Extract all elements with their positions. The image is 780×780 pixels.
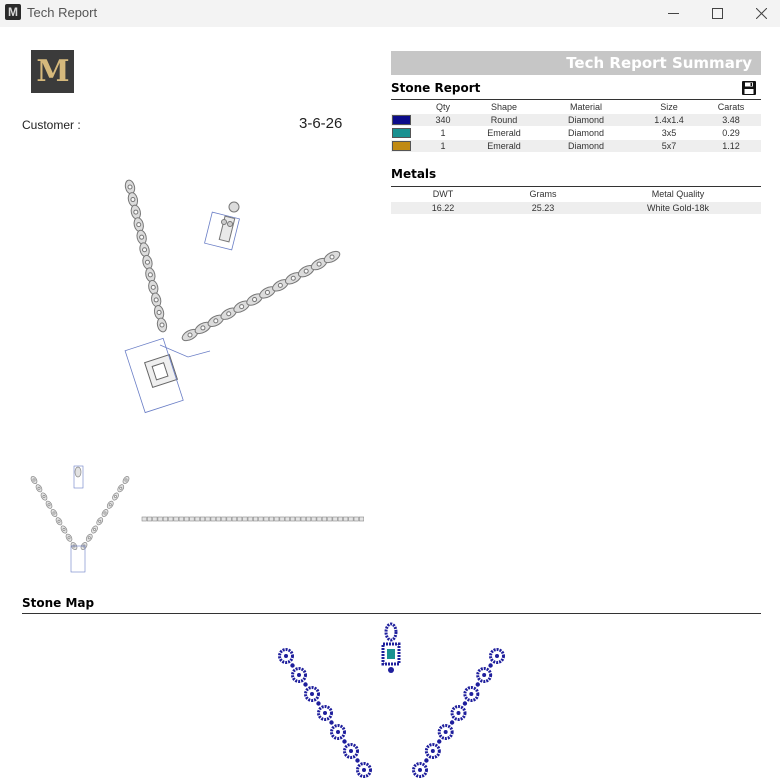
save-icon[interactable]: [741, 80, 757, 96]
cell-carats: 0.29: [722, 128, 740, 138]
side-link: [211, 517, 216, 521]
col-grams: Grams: [529, 189, 557, 199]
side-link: [169, 517, 174, 521]
earring-emerald-stone: [387, 649, 395, 659]
pendant: [125, 338, 210, 412]
stone-map-canvas: [210, 618, 575, 780]
side-link: [147, 517, 152, 521]
side-link: [253, 517, 257, 521]
side-link: [227, 517, 232, 521]
table-row: [391, 127, 761, 139]
cell-qty: 1: [440, 128, 446, 138]
side-link: [275, 517, 280, 521]
side-link: [269, 517, 274, 521]
cell-grams: 25.23: [531, 203, 555, 213]
side-link: [306, 517, 311, 521]
minimize-icon: [668, 8, 679, 19]
stone-map-title: Stone Map: [22, 596, 95, 610]
chain-link-center: [160, 323, 164, 327]
chain-link-center: [68, 537, 70, 539]
summary-title: Tech Report Summary: [566, 54, 752, 72]
side-link: [232, 517, 237, 521]
chain-link-center: [88, 537, 90, 539]
brand-logo: [31, 50, 74, 93]
side-link: [333, 517, 338, 521]
chain-link-center: [48, 504, 50, 506]
earring-drop-stone: [388, 667, 394, 673]
earring-mini: [75, 467, 81, 477]
connector-stone: [316, 701, 320, 705]
cell-metal-quality: White Gold-18k: [646, 203, 710, 213]
chain-link-center: [278, 283, 282, 287]
cell-carats: 1.12: [722, 141, 740, 151]
chain-link-center: [317, 262, 321, 266]
stone-center: [297, 673, 301, 677]
connector-stone: [329, 720, 333, 724]
chain-link-center: [265, 290, 269, 294]
metals-header: [391, 188, 761, 200]
col-dwt: DWT: [432, 189, 454, 199]
col-size: Size: [660, 102, 678, 112]
side-link: [200, 517, 205, 521]
cell-material: Diamond: [567, 141, 605, 151]
chain-link-center: [227, 312, 231, 316]
chain-link-center: [330, 255, 334, 259]
chain-link-center: [120, 487, 122, 489]
cell-shape: Emerald: [487, 141, 521, 151]
side-link: [206, 517, 211, 521]
stone-center: [444, 730, 448, 734]
side-link: [190, 517, 195, 521]
cell-shape: Round: [490, 115, 518, 125]
stone-center: [457, 711, 461, 715]
side-link: [222, 517, 227, 521]
connector-stone: [290, 663, 294, 667]
connector-stone: [437, 739, 441, 743]
chain-link-center: [125, 479, 127, 481]
chain-link-center: [134, 210, 138, 214]
col-metal-quality: Metal Quality: [651, 189, 705, 199]
side-link: [216, 517, 221, 521]
side-link: [142, 517, 147, 521]
side-link: [301, 517, 306, 521]
chain-link-center: [131, 198, 135, 202]
connector-stone: [450, 720, 454, 724]
col-shape: Shape: [490, 102, 518, 112]
chain-link-center: [201, 326, 205, 330]
side-link: [248, 517, 253, 521]
close-button[interactable]: [738, 0, 780, 27]
col-qty: Qty: [435, 102, 450, 112]
side-link: [259, 517, 264, 521]
jewelry-render-main: [110, 175, 350, 415]
cell-qty: 1: [440, 141, 446, 151]
customer-value: 3-6-26: [299, 115, 343, 132]
cell-carats: 3.48: [722, 115, 740, 125]
side-link: [163, 517, 168, 521]
connector-stone: [476, 682, 480, 686]
stone-center: [336, 730, 340, 734]
app-logo-icon: M: [5, 4, 21, 20]
col-material: Material: [569, 102, 602, 112]
window-title: Tech Report: [27, 5, 98, 20]
minimize-button[interactable]: [650, 0, 696, 27]
side-link: [312, 517, 317, 521]
stone-center: [284, 654, 288, 658]
side-link: [153, 517, 158, 521]
chain-link-center: [137, 223, 141, 227]
connector-stone: [342, 739, 346, 743]
window-titlebar: [0, 0, 780, 27]
maximize-button[interactable]: [694, 0, 740, 27]
side-link: [174, 517, 179, 521]
chain-link-center: [253, 298, 257, 302]
metals-title: Metals: [391, 167, 437, 181]
stone-center: [362, 768, 366, 772]
side-link: [264, 517, 269, 521]
side-link: [280, 517, 285, 521]
connector-stone: [303, 682, 307, 686]
front-view-thumbnail: [28, 462, 132, 574]
chain-link-center: [53, 512, 55, 514]
cell-material: Diamond: [567, 115, 605, 125]
chain-link-center: [63, 528, 65, 530]
stone-report-header: [391, 101, 761, 113]
side-view-thumbnail: [138, 512, 364, 526]
chain-link-center: [104, 512, 106, 514]
cell-size: 5x7: [661, 141, 677, 151]
stone-center: [482, 673, 486, 677]
chain-link-center: [154, 298, 158, 302]
chain-link-center: [145, 260, 149, 264]
chain-link-center: [151, 285, 155, 289]
cell-size: 1.4x1.4: [654, 115, 684, 125]
chain-link-center: [291, 276, 295, 280]
cell-material: Diamond: [567, 128, 605, 138]
side-link: [243, 517, 248, 521]
cell-dwt: 16.22: [431, 203, 455, 213]
connector-stone: [463, 701, 467, 705]
close-icon: [756, 8, 767, 19]
chain-link-center: [38, 487, 40, 489]
chain-link-center: [240, 305, 244, 309]
side-link: [237, 517, 242, 521]
chain-link-center: [143, 248, 147, 252]
side-link: [158, 517, 163, 521]
side-link: [359, 517, 364, 521]
connector-stone: [355, 758, 359, 762]
chain-link-center: [128, 185, 132, 189]
summary-header-bar: [391, 51, 761, 75]
stone-center: [310, 692, 314, 696]
side-link: [343, 517, 348, 521]
stone-map-divider: [22, 613, 761, 614]
chain-link-center: [99, 520, 101, 522]
chain-link-center: [148, 273, 152, 277]
side-link: [184, 517, 189, 521]
chain-link-center: [214, 319, 218, 323]
side-link: [322, 517, 327, 521]
chain-link-center: [93, 528, 95, 530]
earring-top-stone: [386, 624, 396, 640]
brand-logo-letter: M: [36, 54, 69, 89]
stone-center: [418, 768, 422, 772]
chain-link-center: [114, 495, 116, 497]
connector-stone: [488, 663, 492, 667]
cell-shape: Emerald: [487, 128, 521, 138]
col-carats: Carats: [717, 102, 745, 112]
side-link: [285, 517, 290, 521]
chain-link-center: [304, 269, 308, 273]
stone-report-title: Stone Report: [391, 81, 481, 95]
chain-link-center: [188, 333, 192, 337]
chain-link-center: [43, 495, 45, 497]
table-row: [391, 114, 761, 126]
side-link: [195, 517, 200, 521]
stone-center: [431, 749, 435, 753]
table-row: [391, 202, 761, 214]
stone-center: [495, 654, 499, 658]
table-row: [391, 140, 761, 152]
chain-link-center: [109, 504, 111, 506]
side-link: [317, 517, 322, 521]
cell-size: 3x5: [661, 128, 677, 138]
chain-link-center: [33, 479, 35, 481]
side-link: [349, 517, 354, 521]
stone-center: [323, 711, 327, 715]
connector-stone: [424, 758, 428, 762]
customer-label: Customer :: [22, 118, 81, 132]
stone-center: [349, 749, 353, 753]
chain-link-center: [157, 310, 161, 314]
chain-link-center: [140, 235, 144, 239]
side-link: [179, 517, 184, 521]
side-link: [290, 517, 295, 521]
side-link: [354, 517, 359, 521]
metals-divider: [391, 186, 761, 187]
side-link: [328, 517, 333, 521]
side-link: [296, 517, 301, 521]
maximize-icon: [712, 8, 723, 19]
earring: [205, 202, 240, 250]
cell-qty: 340: [435, 115, 451, 125]
stone-report-divider: [391, 99, 761, 100]
chain-link-center: [58, 520, 60, 522]
stone-center: [469, 692, 473, 696]
side-link: [338, 517, 343, 521]
